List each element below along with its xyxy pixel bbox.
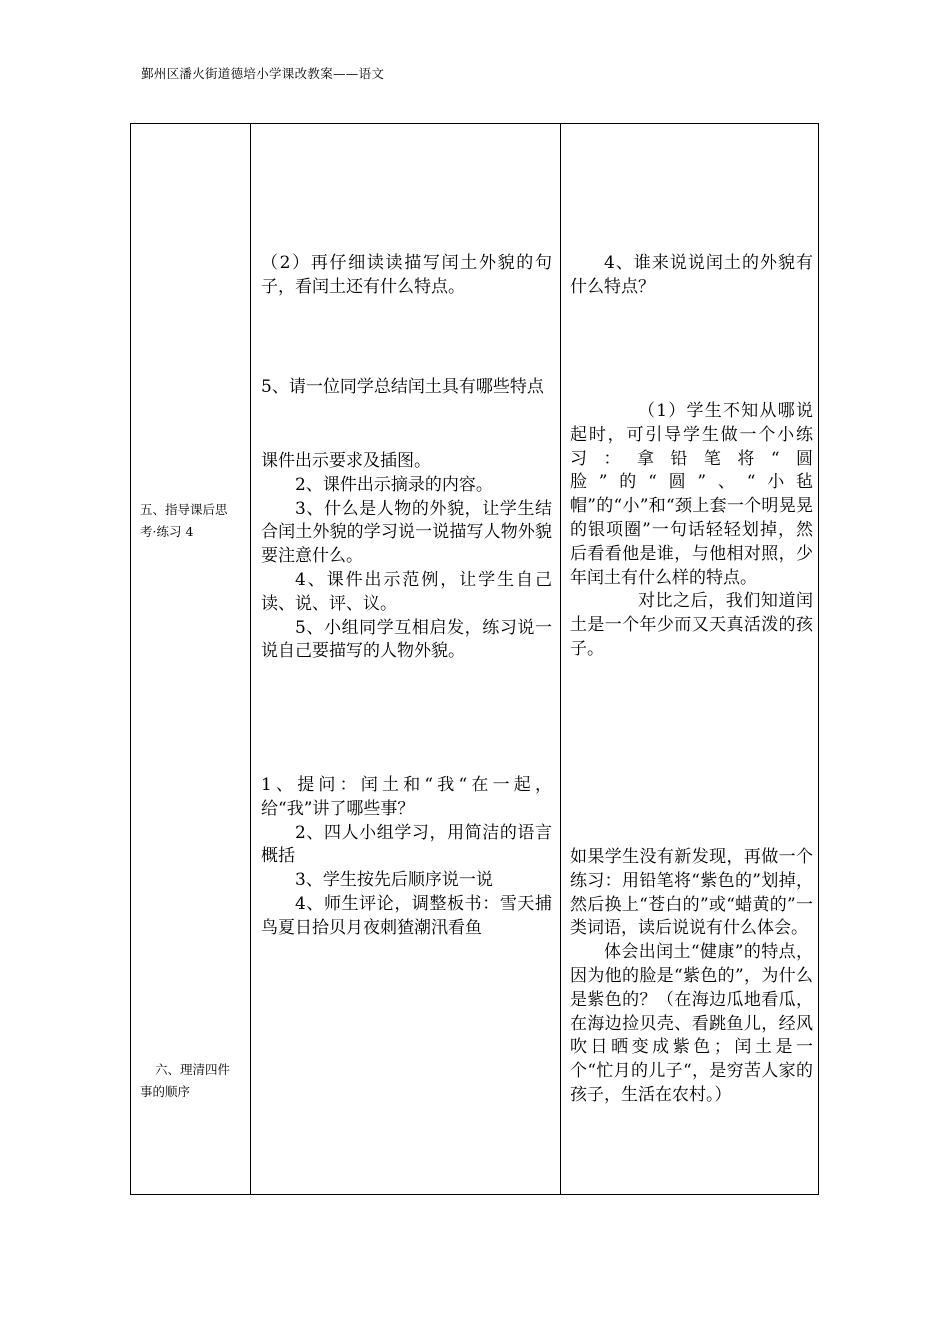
right-block-1-text: 4、谁来说说闰土的外貌有什么特点？ <box>570 253 813 297</box>
middle-block-4-line-1: 2、四人小组学习，用简洁的语言概括 <box>261 822 552 867</box>
right-block-2 <box>570 400 813 662</box>
column-divider-right <box>560 124 561 1194</box>
middle-block-3 <box>261 450 552 664</box>
section-label-five-line2: 考·练习 4 <box>140 524 194 539</box>
section-label-five <box>140 499 244 543</box>
section-label-six-line1: 六、理清四件 <box>155 1062 231 1077</box>
page-header: 鄞州区潘火街道德培小学课改教案——语文 <box>141 66 385 81</box>
section-label-six-line2: 事的顺序 <box>140 1084 191 1099</box>
right-block-2-line-1: 对比之后，我们知道闰土是一个年少而又天真活泼的孩子。 <box>570 591 813 659</box>
column-divider-left <box>250 124 251 1194</box>
middle-block-3-line-4: 5、小组同学互相启发，练习说一说自己要描写的人物外貌。 <box>261 617 552 662</box>
right-block-3-line-1: 体会出闰土“健康”的特点，因为他的脸是“紫色的”，为什么是紫色的？（在海边瓜地看瓜，在海边捡贝壳、看跳鱼儿，经风吹日晒变成紫色；闰土是一个“忙月的儿子“，是穷苦人家的孩子，生活在农村。） <box>570 942 813 1105</box>
middle-block-4-line-2: 3、学生按先后顺序说一说 <box>295 870 493 891</box>
right-block-1 <box>570 252 813 300</box>
middle-block-3-line-0: 课件出示要求及插图。 <box>261 451 431 471</box>
middle-block-3-line-3: 4、课件出示范例，让学生自己读、说、评、议。 <box>261 569 552 614</box>
middle-block-2 <box>261 376 552 400</box>
right-block-2-line-0: （1）学生不知从哪说起时，可引导学生做一个小练习：拿铅笔将“圆脸”的“圆”、“小毡帽”的“小”和“颈上套一个明晃晃的银项圈”一句话轻轻划掉，然后看看他是谁，与他相对照，少年闰土有什么样的特点。 <box>570 401 813 588</box>
middle-block-3-line-1: 2、课件出示摘录的内容。 <box>295 474 493 495</box>
middle-block-4-line-0: 1、提问：闰土和“我“在一起，给“我”讲了哪些事？ <box>261 775 552 819</box>
middle-block-2-text: 5、请一位同学总结闰土具有哪些特点 <box>261 377 544 397</box>
middle-block-4-line-3: 4、师生评论，调整板书：雪天捕鸟夏日拾贝月夜刺猹潮汛看鱼 <box>261 893 552 938</box>
right-block-3-line-0: 如果学生没有新发现，再做一个练习：用铅笔将“紫色的”划掉，然后换上“苍白的”或“蜡黄的”一类词语，读后说说有什么体会。 <box>570 847 813 939</box>
section-label-six <box>140 1059 244 1103</box>
section-label-five-line1: 五、指导课后思 <box>140 502 228 517</box>
lesson-plan-table <box>130 123 819 1195</box>
middle-block-4 <box>261 774 552 941</box>
middle-block-1 <box>261 252 552 300</box>
right-block-3 <box>570 846 813 1108</box>
middle-block-1-text: （2）再仔细读读描写闰土外貌的句子，看闰土还有什么特点。 <box>261 253 552 297</box>
middle-block-3-line-2: 3、什么是人物的外貌，让学生结合闰土外貌的学习说一说描写人物外貌要注意什么。 <box>261 498 552 567</box>
